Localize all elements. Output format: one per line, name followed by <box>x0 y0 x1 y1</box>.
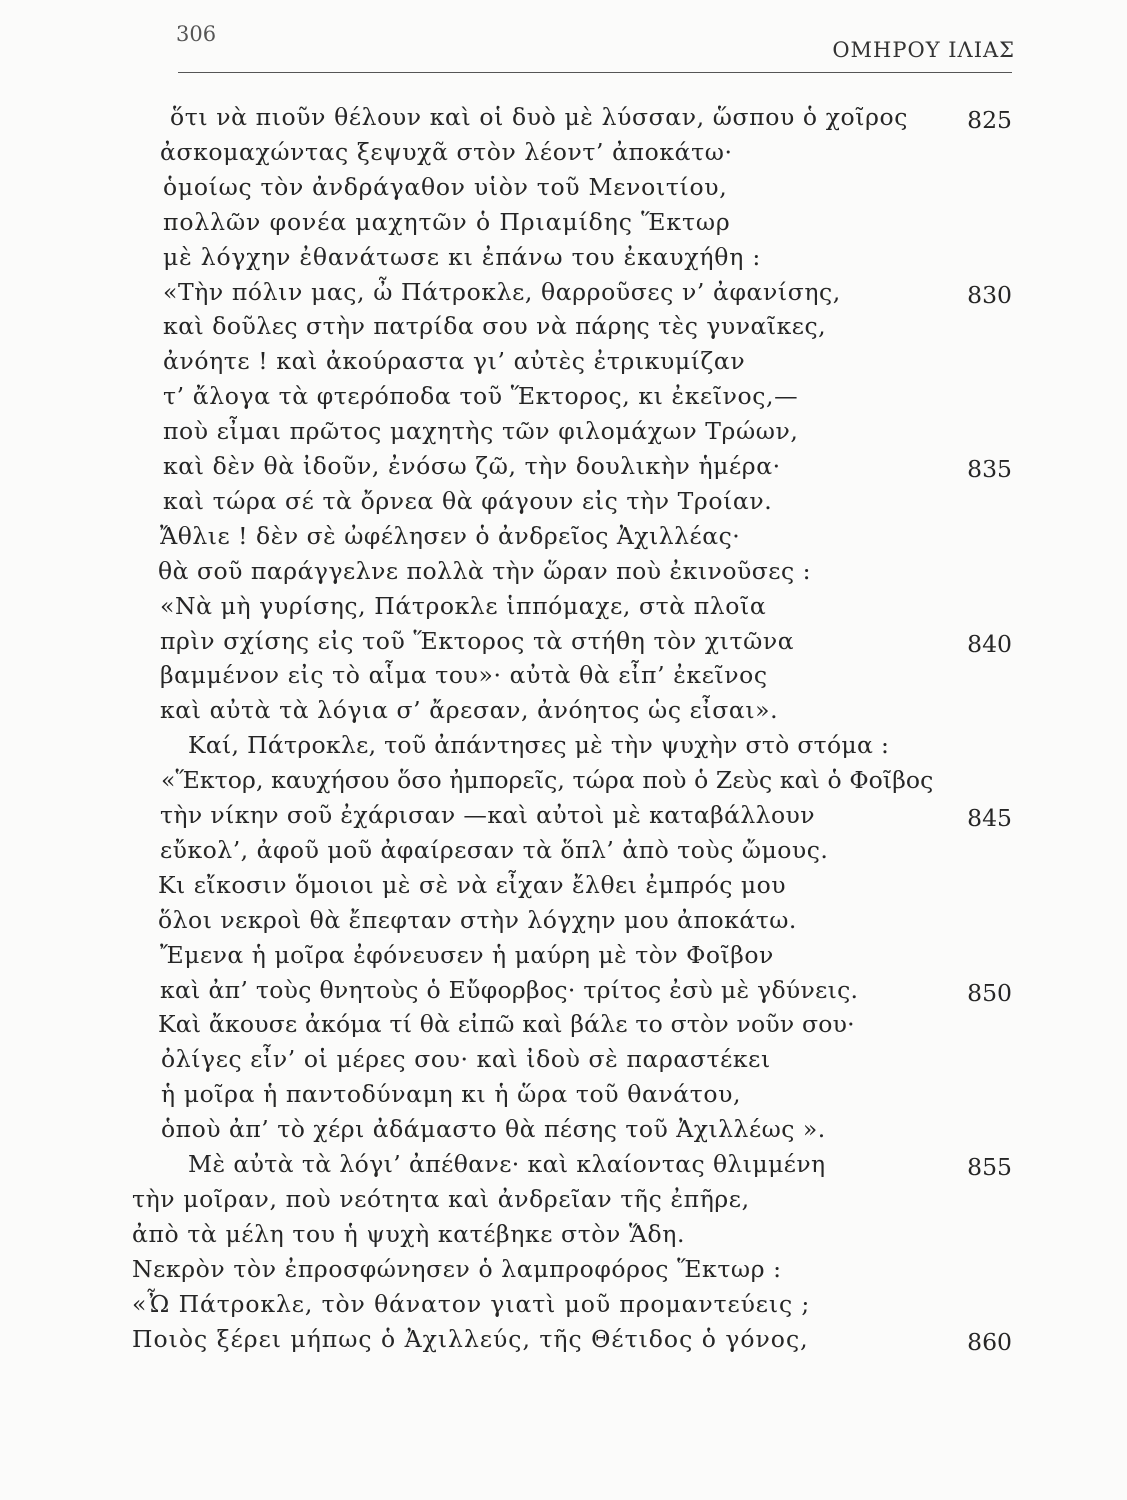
running-title: ΟΜΗΡΟΥ ΙΛΙΑΣ <box>832 38 1015 62</box>
verse-line: Καὶ ἄκουσε ἀκόμα τί θὰ εἰπῶ καὶ βάλε το στὸν νοῦν σου· <box>158 1010 855 1039</box>
verse-line: Μὲ αὐτὰ τὰ λόγι’ ἀπέθανε· καὶ κλαίοντας θλιμμένη <box>188 1150 826 1178</box>
line-number: 845 <box>967 804 1012 832</box>
verse-line: καὶ ἀπ’ τοὺς θνητοὺς ὁ Εὔφορβος· τρίτος ἐσὺ μὲ γδύνεις. <box>160 975 859 1004</box>
line-number: 855 <box>967 1153 1012 1181</box>
verse-line: καὶ αὐτὰ τὰ λόγια σ’ ἄρεσαν, ἀνόητος ὡς εἶσαι». <box>160 696 779 725</box>
verse-line: ὁποὺ ἀπ’ τὸ χέρι ἀδάμαστο θὰ πέσης τοῦ Ἀχιλλέως ». <box>161 1115 826 1144</box>
page-number: 306 <box>176 22 217 46</box>
header-rule <box>178 72 1012 73</box>
verse-line: ἡ μοῖρα ἡ παντοδύναμη κι ἡ ὥρα τοῦ θανάτου, <box>161 1080 742 1109</box>
verse-line: εὔκολ’, ἀφοῦ μοῦ ἀφαίρεσαν τὰ ὅπλ’ ἀπὸ τοὺς ὤμους. <box>160 835 829 864</box>
line-number: 825 <box>967 106 1012 134</box>
verse-line: καὶ δὲν θὰ ἰδοῦν, ἐνόσω ζῶ, τὴν δουλικὴν ἡμέρα· <box>163 452 781 480</box>
verse-line: ἀπὸ τὰ μέλη του ἡ ψυχὴ κατέβηκε στὸν Ἅδη. <box>132 1219 686 1248</box>
verse-line: καὶ δοῦλες στὴν πατρίδα σου νὰ πάρης τὲς γυναῖκες, <box>163 312 827 341</box>
line-number: 830 <box>967 280 1012 309</box>
line-number: 850 <box>967 978 1012 1007</box>
verse-line: «Ἕκτορ, καυχήσου ὅσο ἠμπορεῖς, τώρα ποὺ ὁ Ζεὺς καὶ ὁ Φοῖβος <box>161 766 934 795</box>
verse-line: ἀνόητε ! καὶ ἀκούραστα γι’ αὐτὲς ἐτρικυμίζαν <box>163 347 746 376</box>
verse-line: ὅτι νὰ πιοῦν θέλουν καὶ οἱ δυὸ μὲ λύσσαν, ὥσπου ὁ χοῖρος <box>170 103 909 131</box>
verse-line: «Τὴν πόλιν μας, ὦ Πάτροκλε, θαρροῦσες ν’ ἀφανίσης, <box>163 277 841 306</box>
verse-line: Κι εἴκοσιν ὅμοιοι μὲ σὲ νὰ εἶχαν ἔλθει ἐμπρός μου <box>158 870 787 899</box>
verse-line: ὀλίγες εἶν’ οἱ μέρες σου· καὶ ἰδοὺ σὲ παραστέκει <box>161 1045 771 1074</box>
verse-line: μὲ λόγχην ἐθανάτωσε κι ἐπάνω του ἐκαυχήθη : <box>163 242 762 271</box>
verse-line: «Νὰ μὴ γυρίσης, Πάτροκλε ἱππόμαχε, στὰ πλοῖα <box>160 591 767 620</box>
verse-line: Ἄθλιε ! δὲν σὲ ὠφέλησεν ὁ ἀνδρεῖος Ἀχιλλέας· <box>160 521 741 550</box>
verse-line: ὁμοίως τὸν ἀνδράγαθον υἱὸν τοῦ Μενοιτίου, <box>163 172 728 201</box>
verse-line: ποὺ εἶμαι πρῶτος μαχητὴς τῶν φιλομάχων Τρώων, <box>163 417 799 446</box>
verse-line: ὅλοι νεκροὶ θὰ ἔπεφταν στὴν λόγχην μου ἀποκάτω. <box>158 905 797 934</box>
verse-line: Ποιὸς ξέρει μήπως ὁ Ἀχιλλεύς, τῆς Θέτιδος ὁ γόνος, <box>132 1324 809 1353</box>
verse-line: καὶ τώρα σέ τὰ ὄρνεα θὰ φάγουν εἰς τὴν Τροίαν. <box>163 486 773 515</box>
verse-line: θὰ σοῦ παράγγελνε πολλὰ τὴν ὥραν ποὺ ἐκινοῦσες : <box>158 556 812 585</box>
verse-line: Καί, Πάτροκλε, τοῦ ἀπάντησες μὲ τὴν ψυχὴν στὸ στόμα : <box>188 731 890 760</box>
line-number: 835 <box>967 455 1012 483</box>
verse-line: βαμμένον εἰς τὸ αἷμα του»· αὐτὰ θὰ εἶπ’ ἐκεῖνος <box>160 661 768 690</box>
verse-line: πολλῶν φονέα μαχητῶν ὁ Πριαμίδης Ἕκτωρ <box>163 207 731 236</box>
verse-line: Νεκρὸν τὸν ἐπροσφώνησεν ὁ λαμπροφόρος Ἕκτωρ : <box>132 1254 782 1283</box>
verse-line: Ἔμενα ἡ μοῖρα ἐφόνευσεν ἡ μαύρη μὲ τὸν Φοῖβον <box>160 940 774 969</box>
line-number: 840 <box>967 629 1012 658</box>
line-number: 860 <box>967 1327 1012 1356</box>
verse-line: πρὶν σχίσης εἰς τοῦ Ἕκτορος τὰ στήθη τὸν χιτῶνα <box>160 626 795 655</box>
verse-line: τὴν νίκην σοῦ ἐχάρισαν —καὶ αὐτοὶ μὲ καταβάλλουν <box>160 801 815 829</box>
verse-line: τὴν μοῖραν, ποὺ νεότητα καὶ ἀνδρεῖαν τῆς ἐπῆρε, <box>132 1184 750 1213</box>
verse-line: ἀσκομαχώντας ξεψυχᾶ στὸν λέοντ’ ἀποκάτω· <box>160 137 733 166</box>
verse-line: τ’ ἄλογα τὰ φτερόποδα τοῦ Ἕκτορος, κι ἐκεῖνος,— <box>163 382 799 411</box>
verse-line: «Ὦ Πάτροκλε, τὸν θάνατον γιατὶ μοῦ προμαντεύεις ; <box>132 1289 811 1318</box>
